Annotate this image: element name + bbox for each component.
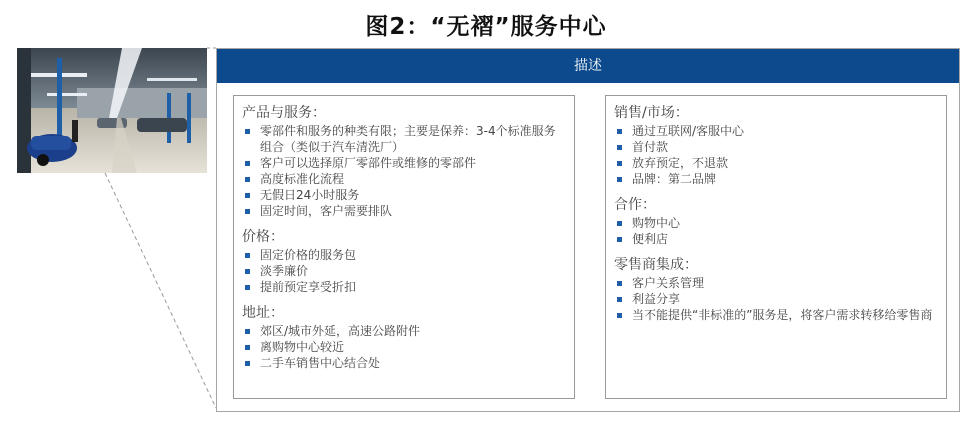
section-products-services [242, 104, 564, 219]
list-item: 购物中心 [614, 215, 936, 231]
list-item: 客户可以选择原厂零部件或维修的零部件 [242, 155, 564, 171]
list-item: 便利店 [614, 231, 936, 247]
section-cooperation [614, 196, 936, 247]
section-heading: 产品与服务： [242, 105, 326, 121]
description-frame [216, 48, 960, 412]
section-sales-marketing [614, 104, 936, 187]
list-item: 品牌：第二品牌 [614, 171, 936, 187]
section-retailer-integration [614, 256, 936, 323]
list-item: 通过互联网/客服中心 [614, 123, 936, 139]
list-item: 离购物中心较近 [242, 339, 564, 355]
list-item: 放弃预定，不退款 [614, 155, 936, 171]
list-item: 二手车销售中心结合处 [242, 355, 564, 371]
section-address [242, 304, 564, 371]
list-item: 无假日24小时服务 [242, 187, 564, 203]
list-item: 零部件和服务的种类有限；主要是保养：3-4个标准服务组合（类似于汽车清洗厂） [242, 123, 564, 155]
section-heading: 地址： [242, 305, 284, 321]
list-item: 提前预定享受折扣 [242, 279, 564, 295]
list-item: 固定价格的服务包 [242, 247, 564, 263]
list-item: 郊区/城市外延，高速公路附件 [242, 323, 564, 339]
description-header: 描述 [217, 49, 959, 83]
page-title: 图2：“无褶”服务中心 [365, 14, 607, 40]
section-heading: 价格： [242, 229, 284, 245]
list-item: 首付款 [614, 139, 936, 155]
right-panel [605, 95, 947, 399]
section-heading: 零售商集成： [614, 257, 698, 273]
section-price [242, 228, 564, 295]
list-item: 固定时间，客户需要排队 [242, 203, 564, 219]
list-item: 当不能提供“非标准的”服务是，将客户需求转移给零售商 [614, 307, 936, 323]
section-heading: 合作： [614, 197, 656, 213]
section-heading: 销售/市场： [614, 105, 689, 121]
list-item: 高度标准化流程 [242, 171, 564, 187]
service-center-photo [17, 48, 207, 173]
list-item: 淡季廉价 [242, 263, 564, 279]
list-item: 利益分享 [614, 291, 936, 307]
left-panel [233, 95, 575, 399]
list-item: 客户关系管理 [614, 275, 936, 291]
